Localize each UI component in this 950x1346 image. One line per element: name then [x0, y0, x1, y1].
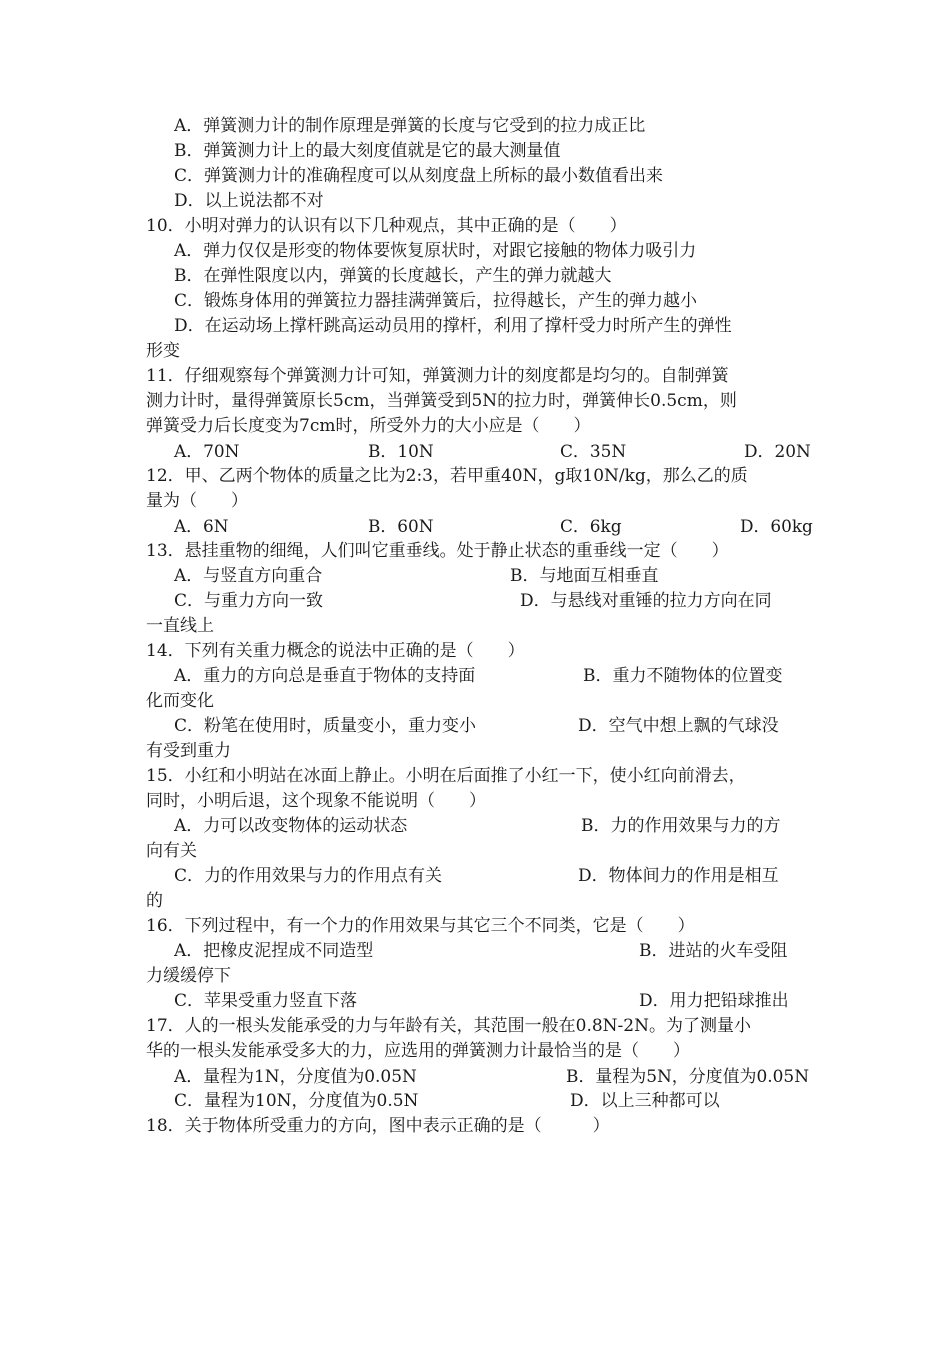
q11-option-a: A．70N: [174, 441, 240, 461]
q16-option-c: C．苹果受重力竖直下落: [174, 991, 358, 1011]
q17-options-row1: [146, 1064, 810, 1089]
q17-stem-line2: 华的一根头发能承受多大的力，应选用的弹簧测力计最恰当的是（ ）: [146, 1041, 690, 1061]
q16-options-row1: [146, 939, 806, 964]
q15-option-c: C．力的作用效果与力的作用点有关: [174, 866, 443, 886]
q11-stem-line2: 测力计时，量得弹簧原长5cm，当弹簧受到5N的拉力时，弹簧伸长0.5cm，则: [146, 391, 737, 411]
q15-options-row2: [146, 864, 806, 889]
q16-option-a: A．把橡皮泥捏成不同造型: [174, 941, 374, 961]
q11-option-b: B．10N: [368, 441, 434, 461]
q12-stem-line2: 量为（ ）: [146, 491, 248, 511]
q13-option-b: B．与地面互相垂直: [510, 566, 659, 586]
q9-option-a: A．弹簧测力计的制作原理是弹簧的长度与它受到的拉力成正比: [174, 116, 646, 136]
q15-stem-line1: 15．小红和小明站在冰面上静止。小明在后面推了小红一下，使小红向前滑去，: [146, 766, 746, 786]
q12-stem-line1: 12．甲、乙两个物体的质量之比为2:3，若甲重40N，g取10N/kg，那么乙的质: [146, 466, 748, 486]
q14-option-c: C．粉笔在使用时，质量变小，重力变小: [174, 716, 477, 736]
q17-option-d: D．以上三种都可以: [570, 1091, 720, 1111]
q13-option-d-cont: 一直线上: [146, 616, 214, 636]
q16-option-b-cont: 力缓缓停下: [146, 966, 231, 986]
q10-option-a: A．弹力仅仅是形变的物体要恢复原状时，对跟它接触的物体力吸引力: [174, 241, 697, 261]
document-page: [146, 114, 813, 1139]
q16-stem: 16．下列过程中，有一个力的作用效果与其它三个不同类，它是（ ）: [146, 916, 695, 936]
q9-option-d: D．以上说法都不对: [174, 191, 324, 211]
q15-option-b: B．力的作用效果与力的方: [581, 816, 781, 836]
q14-options-row2: [146, 714, 806, 739]
q15-options-row1: [146, 814, 806, 839]
q15-stem-line2: 同时，小明后退，这个现象不能说明（ ）: [146, 791, 486, 811]
q10-option-c: C．锻炼身体用的弹簧拉力器挂满弹簧后，拉得越长，产生的弹力越小: [174, 291, 698, 311]
q10-option-d-cont: 形变: [146, 341, 180, 361]
q9-option-b: B．弹簧测力计上的最大刻度值就是它的最大测量值: [174, 141, 561, 161]
q10-stem: 10．小明对弹力的认识有以下几种观点，其中正确的是（ ）: [146, 216, 627, 236]
q12-option-d: D．60kg: [740, 516, 813, 536]
q17-options-row2: [146, 1089, 806, 1114]
q12-options-row: [146, 514, 813, 539]
q17-option-c: C．量程为10N，分度值为0.5N: [174, 1091, 419, 1111]
q14-option-d: D．空气中想上飘的气球没: [578, 716, 779, 736]
q13-option-d: D．与悬线对重锤的拉力方向在同: [520, 591, 772, 611]
q18-stem: 18．关于物体所受重力的方向，图中表示正确的是（ ）: [146, 1116, 610, 1136]
q14-option-a: A．重力的方向总是垂直于物体的支持面: [174, 666, 476, 686]
q14-options-row1: [146, 664, 806, 689]
q10-option-b: B．在弹性限度以内，弹簧的长度越长，产生的弹力就越大: [174, 266, 612, 286]
q17-option-b: B．量程为5N，分度值为0.05N: [566, 1066, 810, 1086]
q15-option-d-cont: 的: [146, 891, 163, 911]
q15-option-a: A．力可以改变物体的运动状态: [174, 816, 408, 836]
q14-option-d-cont: 有受到重力: [146, 741, 231, 761]
q14-stem: 14．下列有关重力概念的说法中正确的是（ ）: [146, 641, 525, 661]
q11-stem-line1: 11．仔细观察每个弹簧测力计可知，弹簧测力计的刻度都是均匀的。自制弹簧: [146, 366, 729, 386]
q13-option-c: C．与重力方向一致: [174, 591, 324, 611]
q14-option-b: B．重力不随物体的位置变: [583, 666, 783, 686]
q12-option-b: B．60N: [368, 516, 434, 536]
q15-option-b-cont: 向有关: [146, 841, 197, 861]
q16-option-d: D．用力把铅球推出: [639, 991, 789, 1011]
q13-options-row2: [146, 589, 806, 614]
q13-options-row1: [146, 564, 806, 589]
q13-option-a: A．与竖直方向重合: [174, 566, 323, 586]
q11-option-d: D．20N: [744, 441, 811, 461]
q16-options-row2: [146, 989, 806, 1014]
q11-stem-line3: 弹簧受力后长度变为7cm时，所受外力的大小应是（ ）: [146, 416, 591, 436]
q11-option-c: C．35N: [560, 441, 627, 461]
q14-option-b-cont: 化而变化: [146, 691, 214, 711]
q12-option-c: C．6kg: [560, 516, 622, 536]
q16-option-b: B．进站的火车受阻: [639, 941, 788, 961]
q15-option-d: D．物体间力的作用是相互: [578, 866, 779, 886]
q11-options-row: [146, 439, 811, 464]
q17-stem-line1: 17．人的一根头发能承受的力与年龄有关，其范围一般在0.8N-2N。为了测量小: [146, 1016, 751, 1036]
q13-stem: 13．悬挂重物的细绳，人们叫它重垂线。处于静止状态的重垂线一定（ ）: [146, 541, 729, 561]
q17-option-a: A．量程为1N，分度值为0.05N: [174, 1066, 417, 1086]
q12-option-a: A．6N: [174, 516, 229, 536]
q9-option-c: C．弹簧测力计的准确程度可以从刻度盘上所标的最小数值看出来: [174, 166, 664, 186]
q10-option-d: D．在运动场上撑杆跳高运动员用的撑杆，利用了撑杆受力时所产生的弹性: [174, 316, 732, 336]
